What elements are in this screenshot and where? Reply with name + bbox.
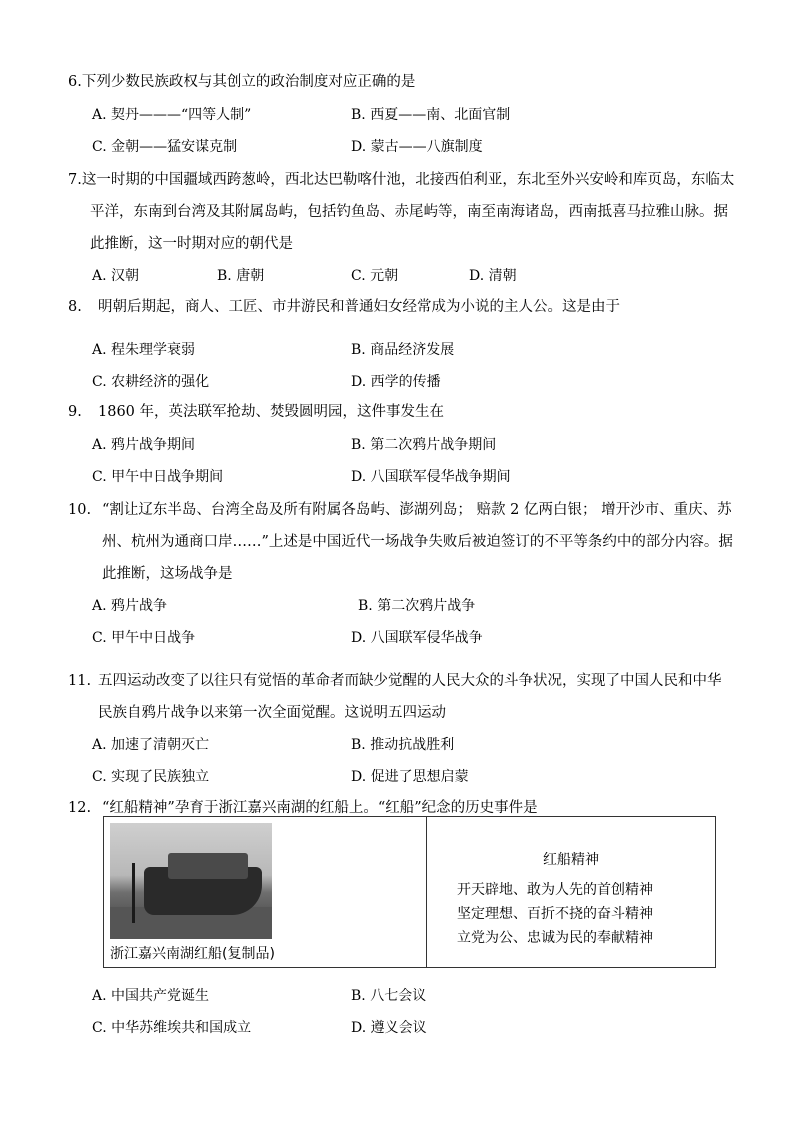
option-text: 实现了民族独立 <box>111 769 210 785</box>
option-text: 甲午中日战争 <box>111 630 196 646</box>
option-a[interactable] <box>92 595 167 615</box>
question-stem: 1860 年，英法联军抢劫、焚毁圆明园，这件事发生在 <box>98 404 445 420</box>
question-stem-cont: 平洋，东南到台湾及其附属岛屿，包括钓鱼岛、赤尾屿等，南至南海诸岛，西南抵喜马拉雅山脉。据 <box>90 204 728 220</box>
question-number: 10. <box>68 502 92 518</box>
option-c[interactable] <box>92 766 209 786</box>
option-text: 加速了清朝灭亡 <box>111 737 210 753</box>
option-label: A. <box>92 988 107 1004</box>
option-label: B. <box>351 107 366 123</box>
red-boat-figure <box>103 816 716 968</box>
option-a[interactable] <box>92 339 195 359</box>
spirit-title: 红船精神 <box>543 852 599 868</box>
photo-cabin <box>168 853 248 879</box>
option-a[interactable] <box>92 734 209 754</box>
option-c[interactable] <box>92 627 195 647</box>
option-label: B. <box>351 988 366 1004</box>
question-number: 12. <box>68 800 92 816</box>
option-text: 中华苏维埃共和国成立 <box>111 1020 252 1036</box>
question-stem: “割让辽东半岛、台湾全岛及所有附属各岛屿、澎湖列岛； 赔款 2 亿两白银； 增开沙市、重庆、苏 <box>102 502 732 518</box>
question-stem-cont: 此推断，这场战争是 <box>102 566 233 582</box>
option-text: 中国共产党诞生 <box>111 988 210 1004</box>
option-c[interactable] <box>92 1017 251 1037</box>
red-boat-photo <box>110 823 272 939</box>
option-text: 第二次鸦片战争 <box>377 598 476 614</box>
option-b[interactable] <box>351 734 454 754</box>
option-text: 西夏——南、北面官制 <box>370 107 511 123</box>
option-label: C. <box>92 630 107 646</box>
photo-caption: 浙江嘉兴南湖红船(复制品) <box>110 946 275 962</box>
option-label: A. <box>92 737 107 753</box>
photo-pole <box>132 863 135 923</box>
option-d[interactable] <box>351 371 441 391</box>
question-stem: 明朝后期起，商人、工匠、市井游民和普通妇女经常成为小说的主人公。这是由于 <box>98 299 620 315</box>
option-text: 唐朝 <box>236 268 265 284</box>
question-number: 9. <box>68 404 82 420</box>
option-c[interactable] <box>92 466 223 486</box>
option-b[interactable] <box>351 985 426 1005</box>
option-label: B. <box>358 598 373 614</box>
option-label: B. <box>351 437 366 453</box>
option-label: D. <box>351 374 367 390</box>
option-text: 金朝——猛安谋克制 <box>111 139 238 155</box>
option-d[interactable] <box>351 1017 427 1037</box>
option-text: 蒙古——八旗制度 <box>370 139 483 155</box>
option-label: D. <box>351 630 367 646</box>
question-7 <box>68 164 735 260</box>
option-text: 清朝 <box>488 268 517 284</box>
option-label: B. <box>351 342 366 358</box>
option-label: A. <box>92 107 107 123</box>
option-label: C. <box>92 139 107 155</box>
figure-text-cell <box>427 817 715 967</box>
option-b[interactable] <box>351 104 510 124</box>
option-label: A. <box>92 598 107 614</box>
option-label: A. <box>92 342 107 358</box>
option-label: C. <box>351 268 366 284</box>
option-text: 遵义会议 <box>370 1020 427 1036</box>
question-8 <box>68 291 728 323</box>
option-d[interactable] <box>351 466 511 486</box>
option-a[interactable] <box>92 265 139 285</box>
option-text: 农耕经济的强化 <box>111 374 210 390</box>
option-label: D. <box>351 469 367 485</box>
option-a[interactable] <box>92 104 251 124</box>
option-label: B. <box>351 737 366 753</box>
option-text: 程朱理学衰弱 <box>111 342 196 358</box>
question-9 <box>68 396 728 428</box>
question-6 <box>68 66 728 98</box>
option-label: C. <box>92 469 107 485</box>
option-d[interactable] <box>351 136 483 156</box>
option-label: A. <box>92 437 107 453</box>
option-text: 甲午中日战争期间 <box>111 469 224 485</box>
option-b[interactable] <box>351 434 496 454</box>
spirit-line: 开天辟地、敢为人先的首创精神 <box>457 882 653 898</box>
question-stem-cont: 此推断，这一时期对应的朝代是 <box>90 236 293 252</box>
figure-photo-cell <box>104 817 427 967</box>
option-d[interactable] <box>469 265 517 285</box>
option-label: D. <box>351 1020 367 1036</box>
option-d[interactable] <box>351 627 483 647</box>
option-b[interactable] <box>217 265 264 285</box>
question-stem: 这一时期的中国疆域西跨葱岭，西北达巴勒喀什池，北接西伯利亚，东北至外兴安岭和库页岛，东临太 <box>81 172 735 188</box>
option-label: C. <box>92 374 107 390</box>
question-stem-cont: 州、杭州为通商口岸……”上述是中国近代一场战争失败后被迫签订的不平等条约中的部分内容。据 <box>102 534 733 550</box>
option-text: 八国联军侵华战争期间 <box>370 469 511 485</box>
option-b[interactable] <box>358 595 475 615</box>
question-number: 8. <box>68 299 82 315</box>
question-number: 11. <box>68 673 92 689</box>
option-text: 第二次鸦片战争期间 <box>370 437 497 453</box>
option-d[interactable] <box>351 766 469 786</box>
option-a[interactable] <box>92 434 195 454</box>
option-text: 八国联军侵华战争 <box>370 630 483 646</box>
question-stem-cont: 民族自鸦片战争以来第一次全面觉醒。这说明五四运动 <box>98 705 446 721</box>
option-label: D. <box>469 268 485 284</box>
option-label: C. <box>92 769 107 785</box>
spirit-line: 坚定理想、百折不挠的奋斗精神 <box>457 906 653 922</box>
question-11 <box>68 665 728 729</box>
option-text: 元朝 <box>370 268 399 284</box>
question-number: 7. <box>68 172 82 188</box>
option-text: 西学的传播 <box>370 374 441 390</box>
option-text: 商品经济发展 <box>370 342 455 358</box>
option-c[interactable] <box>92 136 237 156</box>
option-text: 推动抗战胜利 <box>370 737 455 753</box>
option-label: B. <box>217 268 232 284</box>
option-text: 八七会议 <box>370 988 427 1004</box>
question-10 <box>68 494 733 590</box>
spirit-line: 立党为公、忠诚为民的奉献精神 <box>457 930 653 946</box>
option-label: D. <box>351 139 367 155</box>
option-c[interactable] <box>351 265 398 285</box>
option-text: 鸦片战争 <box>111 598 168 614</box>
option-label: D. <box>351 769 367 785</box>
option-a[interactable] <box>92 985 209 1005</box>
question-stem: 五四运动改变了以往只有觉悟的革命者而缺少觉醒的人民大众的斗争状况，实现了中国人民和中华 <box>98 673 722 689</box>
question-number: 6. <box>68 74 82 90</box>
option-text: 鸦片战争期间 <box>111 437 196 453</box>
option-b[interactable] <box>351 339 454 359</box>
option-label: A. <box>92 268 107 284</box>
question-stem: “红船精神”孕育于浙江嘉兴南湖的红船上。“红船”纪念的历史事件是 <box>102 800 538 816</box>
option-c[interactable] <box>92 371 209 391</box>
question-stem: 下列少数民族政权与其创立的政治制度对应正确的是 <box>81 74 416 90</box>
option-text: 汉朝 <box>111 268 140 284</box>
option-label: C. <box>92 1020 107 1036</box>
option-text: 契丹———“四等人制” <box>111 107 252 123</box>
option-text: 促进了思想启蒙 <box>370 769 469 785</box>
